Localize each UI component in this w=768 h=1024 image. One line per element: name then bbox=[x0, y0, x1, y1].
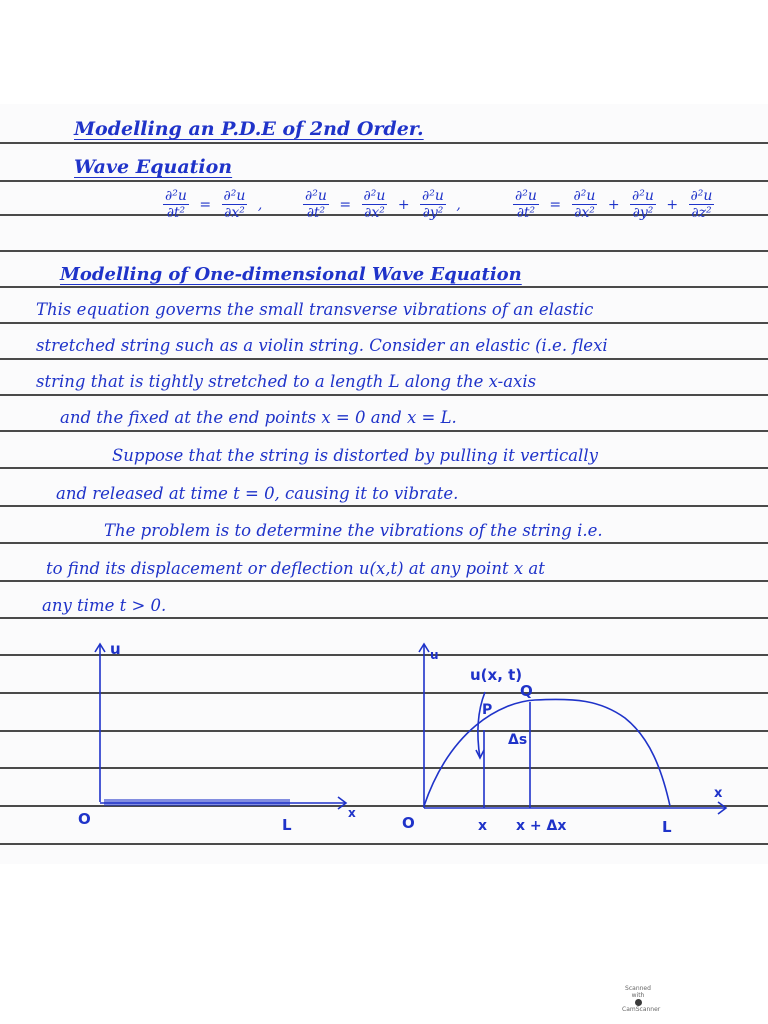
rule-line bbox=[0, 358, 768, 360]
body-line: and the fixed at the end points x = 0 and x = L. bbox=[60, 408, 457, 427]
fraction: $\frac{\text{∂²u}}{\text{∂t²}}$ bbox=[305, 188, 327, 221]
body-line: Suppose that the string is distorted by pulling it vertically bbox=[112, 446, 598, 465]
equation-1d: $\frac{\text{∂²u}}{\text{∂t²}}$ = $\frac{\text{∂²u}}{\text{∂x²}}$ , bbox=[165, 188, 263, 221]
point-q-label: Q bbox=[520, 682, 533, 700]
x-tick-label: x bbox=[478, 818, 488, 834]
delta-s-label: Δs bbox=[508, 732, 528, 748]
rule-line bbox=[0, 430, 768, 432]
right-u-label: u bbox=[430, 648, 439, 662]
rule-line bbox=[0, 505, 768, 507]
left-origin-label: O bbox=[78, 810, 91, 828]
equation-3d: $\frac{\text{∂²u}}{\text{∂t²}}$ = $\frac{\text{∂²u}}{\text{∂x²}}$ + $\frac{\text{∂²u}}{\text{∂y²}}$ + $\frac{\text{∂²u}}{\text{∂z²}}$ bbox=[515, 188, 713, 221]
rule-line bbox=[0, 580, 768, 582]
body-line: string that is tightly stretched to a length L along the x-axis bbox=[36, 372, 537, 391]
rule-line bbox=[0, 394, 768, 396]
body-line: The problem is to determine the vibrations of the string i.e. bbox=[104, 521, 603, 540]
fraction: $\frac{\text{∂²u}}{\text{∂t²}}$ bbox=[165, 188, 187, 221]
fraction: $\frac{\text{∂²u}}{\text{∂z²}}$ bbox=[690, 188, 713, 221]
fraction: $\frac{\text{∂²u}}{\text{∂x²}}$ bbox=[363, 188, 386, 221]
body-line: stretched string such as a violin string. Consider an elastic (i.e. flexi bbox=[36, 336, 608, 355]
rule-line bbox=[0, 286, 768, 288]
stretched-string bbox=[104, 799, 290, 806]
displacement-label: u(x, t) bbox=[470, 666, 523, 684]
camscanner-logo-icon bbox=[635, 999, 642, 1006]
body-line: and released at time t = 0, causing it to vibrate. bbox=[56, 484, 459, 503]
right-origin-label: O bbox=[402, 814, 415, 832]
fraction: $\frac{\text{∂²u}}{\text{∂y²}}$ bbox=[632, 188, 654, 221]
body-line: This equation governs the small transverse vibrations of an elastic bbox=[36, 300, 594, 319]
section-title: Modelling of One-dimensional Wave Equation bbox=[60, 264, 522, 285]
rule-line bbox=[0, 180, 768, 182]
fraction: $\frac{\text{∂²u}}{\text{∂y²}}$ bbox=[422, 188, 444, 221]
body-line: to find its displacement or deflection u(x,t) at any point x at bbox=[46, 559, 545, 578]
right-length-label: L bbox=[662, 818, 672, 836]
rule-line bbox=[0, 617, 768, 619]
scanner-watermark: Scanned with CamScanner bbox=[622, 985, 661, 1013]
rule-line bbox=[0, 542, 768, 544]
page-title: Modelling an P.D.E of 2nd Order. bbox=[74, 118, 424, 140]
deflection-curve bbox=[424, 699, 670, 806]
body-line: any time t > 0. bbox=[42, 596, 167, 615]
fraction: $\frac{\text{∂²u}}{\text{∂t²}}$ bbox=[515, 188, 537, 221]
rule-line bbox=[0, 142, 768, 144]
fraction: $\frac{\text{∂²u}}{\text{∂x²}}$ bbox=[573, 188, 596, 221]
left-string-figure bbox=[95, 644, 346, 809]
left-x-label: x bbox=[348, 806, 356, 820]
x-dx-tick-label: x + Δx bbox=[516, 818, 567, 834]
rule-line bbox=[0, 467, 768, 469]
right-string-figure bbox=[419, 644, 726, 814]
point-p-label: P bbox=[482, 702, 493, 718]
rule-line bbox=[0, 322, 768, 324]
left-length-label: L bbox=[282, 816, 292, 834]
rule-line bbox=[0, 250, 768, 252]
equation-2d: $\frac{\text{∂²u}}{\text{∂t²}}$ = $\frac{\text{∂²u}}{\text{∂x²}}$ + $\frac{\text{∂²u}}{\text{∂y²}}$ , bbox=[305, 188, 461, 221]
left-u-label: u bbox=[110, 640, 121, 658]
page-subtitle: Wave Equation bbox=[74, 156, 233, 178]
string-diagrams bbox=[0, 630, 768, 850]
right-x-axis-label: x bbox=[714, 786, 723, 801]
fraction: $\frac{\text{∂²u}}{\text{∂x²}}$ bbox=[223, 188, 246, 221]
